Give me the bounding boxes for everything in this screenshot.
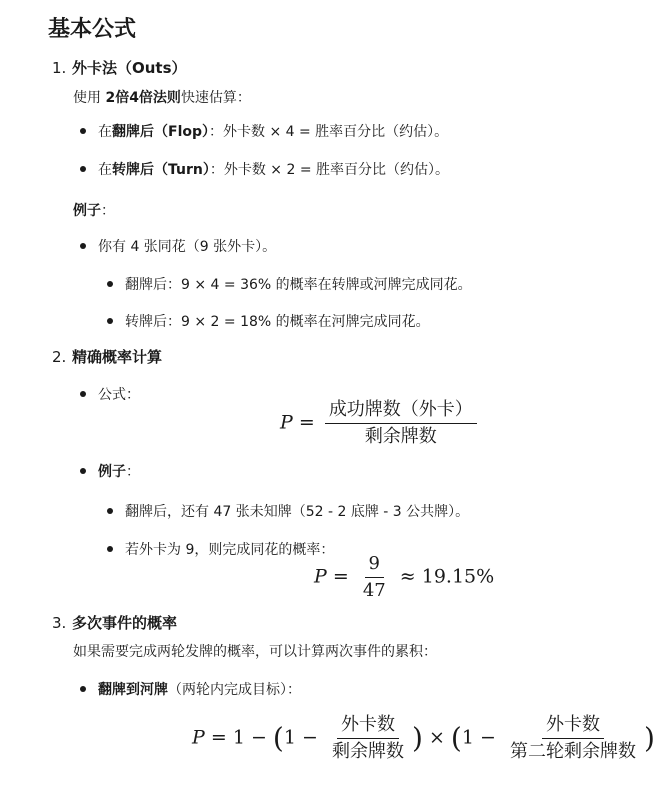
example-label-1	[73, 200, 115, 220]
bullet-text-end: （两轮内完成目标）：	[168, 682, 301, 698]
bullet-turn	[98, 159, 449, 179]
formula-lhs: P	[280, 411, 293, 434]
section-3-heading	[52, 612, 177, 633]
formula-flush-probability	[314, 551, 494, 604]
bullet-dot	[80, 686, 86, 692]
section-3-intro: 如果需要完成两轮发牌的概率，可以计算两次事件的累积：	[73, 644, 437, 660]
bullet-dot	[80, 128, 86, 134]
example-subitem-flop: 翻牌后：9 × 4 = 36% 的概率在转牌或河牌完成同花。	[125, 277, 472, 293]
formula-paren: )	[643, 721, 655, 755]
bullet-text: 在	[98, 124, 112, 140]
intro-text: 使用	[73, 90, 106, 106]
section-1-title: 外卡法（Outs）	[72, 59, 187, 77]
section-1-intro	[73, 87, 251, 107]
formula-numerator: 外卡数	[337, 712, 399, 739]
bullet-dot	[80, 468, 86, 474]
bullet-bold: 翻牌后（Flop）	[112, 124, 210, 140]
example-label: 例子	[98, 464, 126, 480]
example-subitem-unknown-cards: 翻牌后，还有 47 张未知牌（52 - 2 底牌 - 3 公共牌）。	[125, 504, 470, 520]
formula-denominator: 剩余牌数	[364, 426, 437, 447]
bullet-bold: 翻牌到河牌	[98, 682, 168, 698]
example-subitem-turn: 转牌后：9 × 2 = 18% 的概率在河牌完成同花。	[125, 314, 430, 330]
intro-bold: 2倍4倍法则	[105, 90, 181, 106]
formula-eq: =	[332, 565, 349, 588]
example-item: 你有 4 张同花（9 张外卡）。	[98, 239, 277, 255]
formula-paren: (	[272, 721, 284, 755]
formula-paren: (	[450, 721, 462, 755]
section-2-number: 2.	[52, 348, 67, 366]
formula-fraction	[359, 551, 390, 604]
formula-fraction-2	[506, 712, 640, 765]
formula-two-round-probability	[192, 712, 655, 765]
bullet-text-end: ：外卡数 × 2 = 胜率百分比（约估）。	[209, 162, 450, 178]
formula-numerator: 外卡数	[542, 712, 604, 739]
bullet-dot	[80, 391, 86, 397]
intro-text-end: 快速估算：	[180, 90, 251, 106]
example-colon: ：	[126, 464, 140, 480]
formula-denominator: 47	[362, 580, 386, 601]
formula-lhs: P	[192, 726, 205, 749]
bullet-text: 在	[98, 162, 112, 178]
section-2-heading	[52, 346, 162, 367]
formula-term: 1 −	[232, 726, 267, 749]
bullet-text-end: ：外卡数 × 4 = 胜率百分比（约估）。	[209, 124, 449, 140]
page-title: 基本公式	[48, 17, 137, 42]
bullet-dot	[107, 546, 113, 552]
section-1-number: 1.	[52, 59, 67, 77]
section-2-title: 精确概率计算	[72, 348, 163, 366]
example-label-2	[98, 461, 140, 481]
formula-exact-probability	[280, 397, 481, 450]
bullet-dot	[107, 318, 113, 324]
formula-lhs: P	[314, 565, 327, 588]
formula-numerator: 成功牌数（外卡）	[325, 397, 477, 424]
formula-paren: )	[411, 721, 423, 755]
section-3-number: 3.	[52, 614, 67, 632]
formula-fraction-1	[328, 712, 408, 765]
formula-approx: ≈ 19.15%	[399, 565, 495, 588]
formula-term: 1 −	[283, 726, 318, 749]
example-colon: ：	[101, 203, 115, 219]
formula-eq: =	[298, 411, 315, 434]
formula-eq: =	[210, 726, 227, 749]
formula-term: 1 −	[461, 726, 496, 749]
section-3-title: 多次事件的概率	[72, 614, 178, 632]
formula-numerator: 9	[365, 551, 384, 578]
bullet-dot	[107, 281, 113, 287]
bullet-dot	[80, 243, 86, 249]
formula-label: 公式：	[98, 387, 140, 403]
formula-times: ×	[428, 726, 445, 749]
formula-fraction	[325, 397, 477, 450]
formula-denominator: 剩余牌数	[331, 741, 404, 762]
section-1-heading	[52, 57, 187, 78]
bullet-dot	[80, 166, 86, 172]
example-label: 例子	[73, 203, 101, 219]
example-subitem-outs: 若外卡为 9，则完成同花的概率：	[125, 542, 335, 558]
bullet-bold: 转牌后（Turn）	[112, 162, 210, 178]
bullet-dot	[107, 508, 113, 514]
formula-denominator: 第二轮剩余牌数	[509, 741, 636, 762]
bullet-flop	[98, 121, 448, 141]
bullet-flop-to-river	[98, 679, 301, 699]
